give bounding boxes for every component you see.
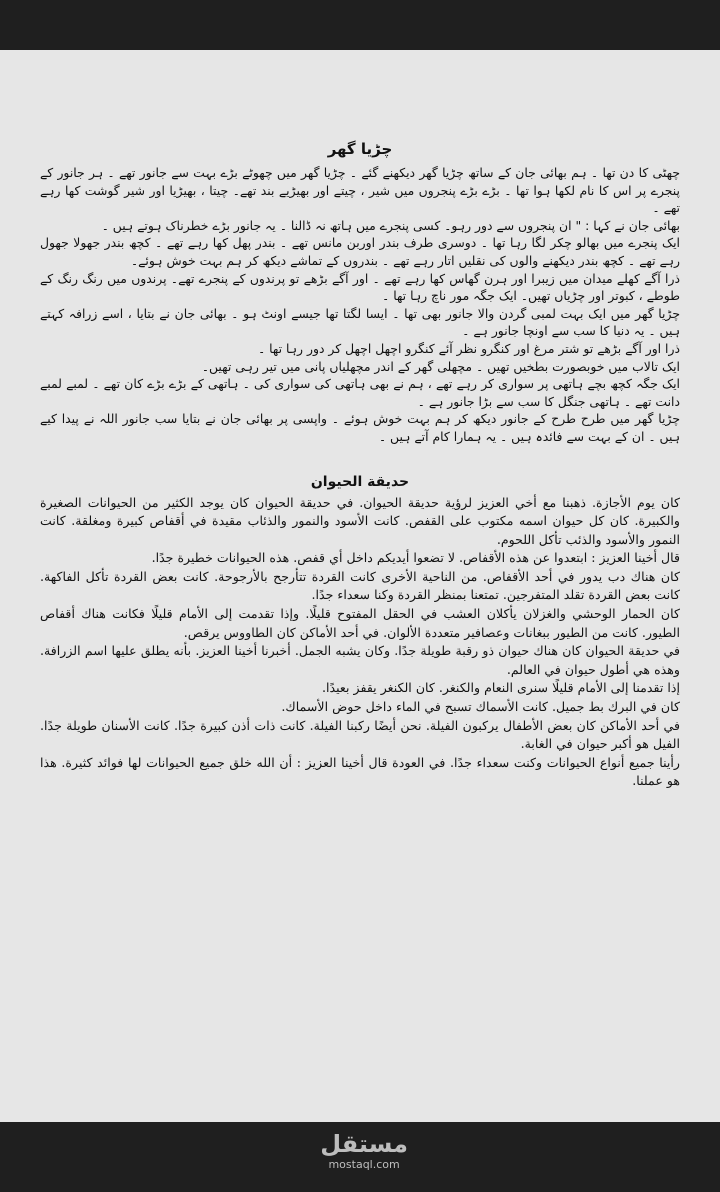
- arabic-paragraph: في أحد الأماكن كان بعض الأطفال يركبون الفيلة. نحن أيضًا ركبنا الفيلة. كانت ذات أذن كبيرة جدًا. كانت الأسنان طويلة جدًا. الفيل هو أكبر حيوان في الغابة.: [40, 717, 680, 752]
- logo-latin-text: mostaql.com: [328, 1158, 400, 1171]
- arabic-paragraph: كان الحمار الوحشي والغزلان يأكلان العشب في الحقل المفتوح قليلًا. وإذا تقدمت إلى الأمام قليلًا فكانت هناك أقفاص الطيور. كانت من الطيور ببغانات وعصافير متعددة الألوان. في أحد الأماكن كان الطاووس يرقص.: [40, 606, 680, 640]
- urdu-section: [40, 140, 680, 446]
- urdu-paragraph: چڑیا گھر میں طرح طرح کے جانور دیکھ کر ہم بہت خوش ہوئے ۔ واپسی پر بھائی جان نے بتایا سب جانور اللہ نے پیدا کیے ہیں ۔ ان کے بہت سے فائدہ ہیں ۔ یہ ہمارا کام آتے ہیں ۔: [40, 411, 680, 444]
- logo-arabic-text: مستقل: [320, 1130, 408, 1158]
- bottom-bar: [0, 1122, 720, 1192]
- urdu-paragraph: چڑیا گھر میں ایک بہت لمبی گردن والا جانور بھی تھا ۔ ایسا لگتا تھا جیسے اونٹ ہو ۔ بھائی جان نے بتایا ، اسے زرافہ کہتے ہیں ۔ یہ دنیا کا سب سے اونچا جانور ہے ۔: [40, 305, 680, 339]
- urdu-paragraph: ایک تالاب میں خوبصورت بطخیں تھیں ۔ مچھلی گھر کے اندر مچھلیاں پانی میں تیر رہی تھیں۔: [201, 358, 680, 374]
- urdu-paragraph: ذرا اور آگے بڑھے تو شتر مرغ اور کنگرو نظر آئے کنگرو اچھل اچھل کر دور رہا تھا ۔: [257, 340, 680, 356]
- mostaql-logo[interactable]: [320, 1130, 408, 1172]
- arabic-section: [40, 474, 680, 792]
- urdu-paragraph: بھائی جان نے کہا : " ان پنجروں سے دور رہو۔ کسی پنجرے میں ہاتھ نہ ڈالنا ۔ یہ جانور بڑے خطرناک ہوتے ہیں ۔: [101, 217, 680, 233]
- urdu-title: چڑیا گھر: [327, 140, 393, 158]
- urdu-paragraph: ایک پنجرے میں بھالو چکر لگا رہا تھا ۔ دوسری طرف بندر اوربن مانس تھے ۔ بندر پھل کھا رہے تھے ۔ کچھ بندر جھولا جھول رہے تھے ۔ کچھ بندر دیکھنے والوں کی نقلیں اتار رہے تھے ۔ بندروں کے تماشے دیکھ کر ہم بہت خوش ہوئے۔: [40, 235, 680, 268]
- document-page: [40, 140, 680, 1100]
- arabic-paragraph: في حديقة الحيوان كان هناك حيوان ذو رقبة طويلة جدًا. وكان يشبه الجمل. أخبرنا أخينا العزيز. بأنه يطلق عليها اسم الزرافة. وهذه هي أطول حيوان في العالم.: [40, 643, 680, 677]
- arabic-paragraph: قال أخينا العزيز : ابتعدوا عن هذه الأقفاص. لا تضعوا أيديكم داخل أي قفص. هذه الحيوانات خطيرة جدًا.: [151, 550, 680, 566]
- arabic-paragraph: كان يوم الأجازة. ذهبنا مع أخي العزيز لرؤية حديقة الحيوان. في حديقة الحيوان كان يوجد الكثير من الحيوانات الصغيرة والكبيرة. كان كل حيوان اسمه مكتوب على القفص. كانت الأسود والنمور والذئاب مقيدة في أقفاص كبيرة ومغلقة. كانت النمور والأسود والذئب تأكل اللحوم.: [40, 494, 680, 547]
- arabic-paragraph: رأينا جميع أنواع الحيوانات وكنت سعداء جدًا. في العودة قال أخينا العزيز : أن الله خلق جميع الحيوانات لها فوائد كثيرة. هذا هو عملنا.: [40, 754, 680, 789]
- urdu-paragraph: چھٹی کا دن تھا ۔ ہم بھائی جان کے ساتھ چڑیا گھر دیکھنے گئے ۔ چڑیا گھر میں چھوٹے بڑے بہت سے جانور تھے ۔ ہر جانور کے پنجرے پر اس کا نام لکھا ہوا تھا ۔ بڑے بڑے پنجروں میں شیر ، چیتے اور بھیڑیے بند تھے۔ چیتا ، بھیڑیا اور شیر گوشت کھا رہے تھے ۔: [40, 165, 680, 216]
- urdu-paragraph: ذرا آگے کھلے میدان میں زیبرا اور ہرن گھاس کھا رہے تھے ۔ اور آگے بڑھے تو پرندوں کے پنجرے تھے۔ پرندوں میں رنگ رنگ کے طوطے ، کبوتر اور چڑیاں تھیں۔ ایک جگہ مور ناچ رہا تھا ۔: [40, 270, 680, 304]
- arabic-paragraph: كان هناك دب يدور في أحد الأقفاص. من الناحية الأخرى كانت القردة تتأرجح بالأرجوحة. كانت بعض القردة تأكل الفاكهة. كانت بعض القردة تقلد المتفرجين. تمتعنا بمنظر القردة وكنا سعداء جدًا.: [40, 568, 680, 603]
- arabic-paragraph: إذا تقدمنا إلى الأمام قليلًا سنرى النعام والكنغر. كان الكنغر يقفز بعيدًا.: [322, 680, 680, 696]
- urdu-paragraph: ایک جگہ کچھ بچے ہاتھی پر سواری کر رہے تھے ، ہم نے بھی ہاتھی کی سواری کی ۔ ہاتھی کے بڑے بڑے کان تھے ۔ لمبے لمبے دانت تھے ۔ ہاتھی جنگل کا سب سے بڑا جانور ہے ۔: [40, 376, 680, 409]
- arabic-title: حديقة الحيوان: [310, 473, 410, 490]
- arabic-paragraph: كان في البرك بط جميل. كانت الأسماك تسبح في الماء داخل حوض الأسماك.: [281, 699, 680, 715]
- top-bar: [0, 0, 720, 50]
